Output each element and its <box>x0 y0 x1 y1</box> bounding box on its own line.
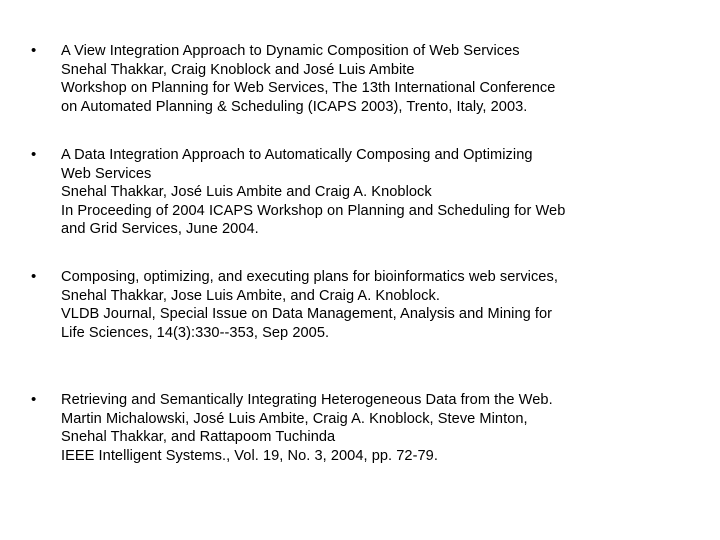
reference-venue: VLDB Journal, Special Issue on Data Management, Analysis and Mining for <box>61 306 553 323</box>
reference-authors: Snehal Thakkar, Jose Luis Ambite, and Craig A. Knoblock. <box>61 287 440 304</box>
reference-venue: Workshop on Planning for Web Services, The 13th International Conference <box>61 80 556 97</box>
reference-title: Composing, optimizing, and executing plans for bioinformatics web services, <box>61 269 558 285</box>
reference-text <box>61 146 711 239</box>
bullet-icon: • <box>31 391 37 408</box>
reference-text <box>61 391 711 465</box>
reference-authors: Snehal Thakkar, and Rattapoom Tuchinda <box>61 429 336 446</box>
reference-title: A Data Integration Approach to Automatically Composing and Optimizing <box>61 147 533 163</box>
reference-title: Retrieving and Semantically Integrating Heterogeneous Data from the Web. <box>61 392 553 408</box>
reference-text <box>61 268 711 342</box>
bullet-icon: • <box>31 146 37 163</box>
reference-authors: Snehal Thakkar, Craig Knoblock and José Luis Ambite <box>61 61 415 78</box>
reference-title: Web Services <box>61 165 152 182</box>
bullet-icon: • <box>31 268 37 285</box>
reference-authors: Martin Michalowski, José Luis Ambite, Craig A. Knoblock, Steve Minton, <box>61 410 528 427</box>
reference-venue: In Proceeding of 2004 ICAPS Workshop on Planning and Scheduling for Web <box>61 202 566 219</box>
reference-title: A View Integration Approach to Dynamic Composition of Web Services <box>61 43 520 59</box>
reference-text <box>61 42 711 116</box>
reference-venue: on Automated Planning & Scheduling (ICAPS 2003), Trento, Italy, 2003. <box>61 98 528 115</box>
reference-venue: and Grid Services, June 2004. <box>61 221 259 238</box>
bullet-icon: • <box>31 42 37 59</box>
reference-venue: IEEE Intelligent Systems., Vol. 19, No. 3, 2004, pp. 72-79. <box>61 447 438 464</box>
reference-venue: Life Sciences, 14(3):330--353, Sep 2005. <box>61 324 330 341</box>
reference-authors: Snehal Thakkar, José Luis Ambite and Craig A. Knoblock <box>61 184 432 201</box>
